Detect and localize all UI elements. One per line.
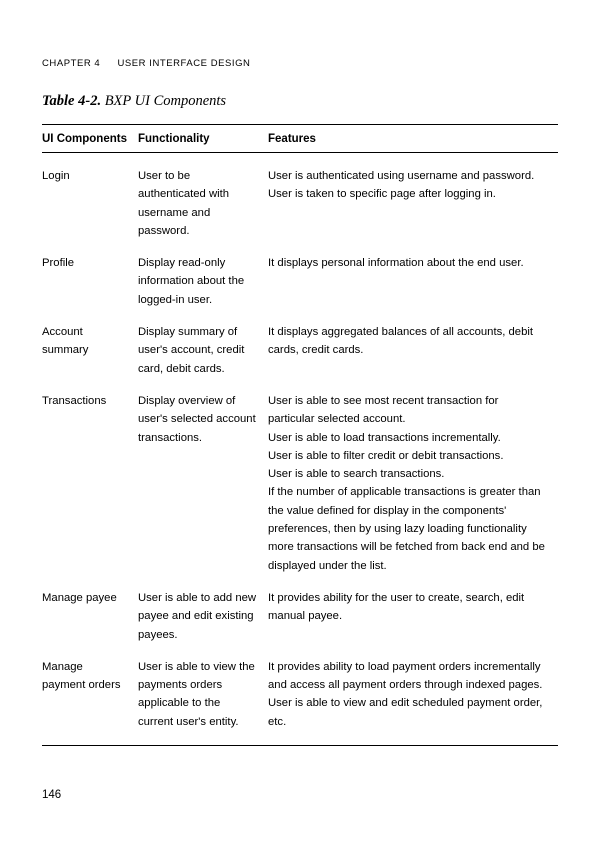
column-header-functionality: Functionality	[138, 125, 268, 153]
cell-features	[268, 578, 558, 647]
cell-component: Profile	[42, 257, 75, 270]
feature-line: It provides ability to load payment orders incrementally and access all payment orders through indexed pages. User is able to view and edit scheduled payment order, etc.	[268, 660, 543, 728]
table-header-row	[42, 125, 558, 153]
table-body	[42, 153, 558, 746]
cell-component: Login	[42, 170, 70, 182]
cell-functionality: User to be authenticated with username and password.	[138, 170, 230, 237]
cell-features	[268, 381, 558, 578]
cell-component: Manage payment orders	[42, 647, 138, 746]
table-header	[42, 125, 558, 153]
table-row	[42, 312, 558, 381]
feature-line: User is authenticated using username and password.	[268, 170, 535, 182]
cell-component: Account summary	[42, 326, 89, 357]
running-head	[42, 58, 558, 69]
cell-functionality: Display summary of user's account, credit card, debit cards.	[138, 326, 245, 375]
ui-components-table	[42, 124, 558, 746]
column-header-features: Features	[268, 125, 558, 153]
feature-line: User is able to filter credit or debit transactions.	[268, 449, 504, 462]
cell-component: Manage payee	[42, 591, 117, 604]
table-row	[42, 647, 558, 746]
cell-features	[268, 312, 558, 381]
feature-line: It provides ability for the user to create, search, edit manual payee.	[268, 591, 525, 623]
chapter-title: USER INTERFACE DESIGN	[117, 58, 251, 69]
cell-features	[268, 153, 558, 244]
feature-line: It displays personal information about the end user.	[268, 257, 524, 270]
table-row	[42, 153, 558, 244]
table-row	[42, 243, 558, 312]
page-number: 146	[42, 789, 62, 801]
cell-component: Transactions	[42, 394, 107, 407]
cell-functionality: Display read-only information about the logged-in user.	[138, 257, 245, 306]
cell-features	[268, 647, 558, 746]
table-caption-title: BXP UI Components	[104, 93, 227, 109]
table-row	[42, 578, 558, 647]
cell-functionality: User is able to add new payee and edit existing payees.	[138, 591, 257, 641]
chapter-label: CHAPTER 4	[42, 58, 101, 69]
feature-line: User is able to see most recent transaction for particular selected account.	[268, 394, 499, 426]
feature-line: User is able to search transactions.	[268, 468, 445, 481]
cell-features	[268, 243, 558, 312]
feature-line: User is able to load transactions incrementally.	[268, 431, 501, 444]
table-row	[42, 381, 558, 578]
feature-line: If the number of applicable transactions is greater than the value defined for display in the components' preferences, then by using lazy loading functionality more transactions will be fetched from back end and be displayed under the list.	[268, 486, 545, 572]
table-caption-label: Table 4-2.	[42, 93, 102, 109]
cell-functionality: User is able to view the payments orders applicable to the current user's entity.	[138, 647, 268, 746]
table-caption	[42, 93, 558, 110]
feature-line: User is taken to specific page after logging in.	[268, 188, 496, 201]
column-header-ui-components: UI Components	[42, 125, 138, 153]
feature-line: It displays aggregated balances of all accounts, debit cards, credit cards.	[268, 326, 534, 357]
cell-functionality: Display overview of user's selected account transactions.	[138, 394, 256, 444]
